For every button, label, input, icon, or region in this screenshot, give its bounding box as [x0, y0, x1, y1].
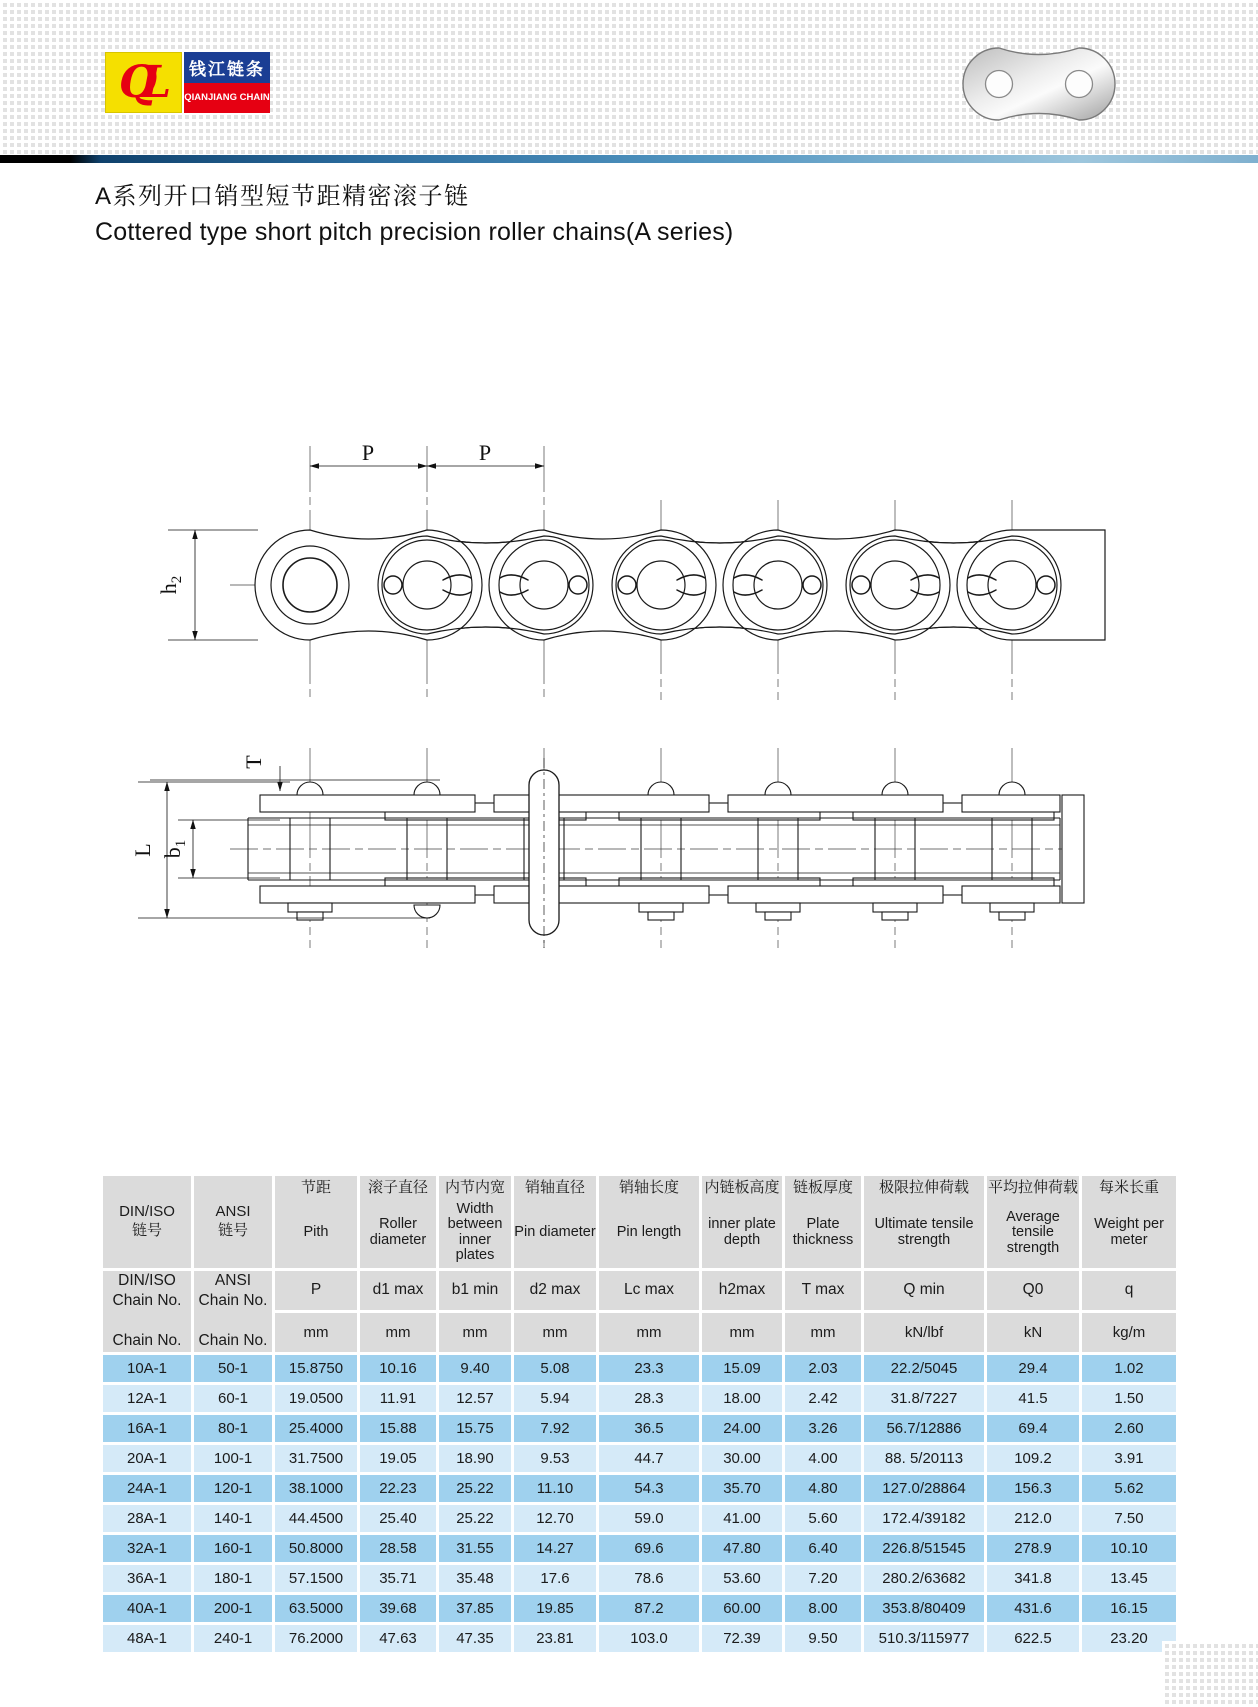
unit-header: kN — [987, 1313, 1079, 1352]
unit-header: kg/m — [1082, 1313, 1176, 1352]
spec-table — [100, 1173, 1179, 1655]
spec-cell: 22.23 — [360, 1475, 436, 1502]
spec-cell: 11.91 — [360, 1385, 436, 1412]
brand-name-box — [184, 52, 270, 113]
plate-hole-right — [1066, 71, 1093, 98]
spec-cell: 12.70 — [514, 1505, 596, 1532]
spec-cell: 160-1 — [194, 1535, 272, 1562]
spec-cell: 50.8000 — [275, 1535, 357, 1562]
spec-cell: 80-1 — [194, 1415, 272, 1442]
chain-no-header: ANSI Chain No. Chain No. — [194, 1271, 272, 1352]
spec-cell: 431.6 — [987, 1595, 1079, 1622]
h2-dimension-label: $h_2$ — [156, 575, 185, 595]
spec-cell: 48A-1 — [103, 1625, 191, 1652]
spec-cell: 5.94 — [514, 1385, 596, 1412]
spec-cell: 24.00 — [702, 1415, 782, 1442]
chain-plate-image — [958, 44, 1120, 124]
spec-cell: 32A-1 — [103, 1535, 191, 1562]
spec-cell: 19.0500 — [275, 1385, 357, 1412]
spec-cell: 16A-1 — [103, 1415, 191, 1442]
col-header: ANSI 链号 — [194, 1176, 272, 1268]
col-header: 销轴长度 Pin length — [599, 1176, 699, 1268]
spec-cell: 200-1 — [194, 1595, 272, 1622]
symbol-header: q — [1082, 1271, 1176, 1310]
unit-header: mm — [702, 1313, 782, 1352]
b1-dimension-label: $b_1$ — [160, 839, 189, 859]
spec-cell: 140-1 — [194, 1505, 272, 1532]
spec-cell: 38.1000 — [275, 1475, 357, 1502]
symbol-header: Lc max — [599, 1271, 699, 1310]
spec-cell: 35.48 — [439, 1565, 511, 1592]
spec-cell: 3.91 — [1082, 1445, 1176, 1472]
table-row — [103, 1445, 1176, 1472]
table-row — [103, 1535, 1176, 1562]
unit-header: mm — [439, 1313, 511, 1352]
spec-cell: 9.50 — [785, 1625, 861, 1652]
title-block — [95, 176, 995, 247]
col-header: 平均拉伸荷载 Average tensile strength — [987, 1176, 1079, 1268]
pitch-dimension-label-2: P — [478, 440, 492, 465]
spec-cell: 23.81 — [514, 1625, 596, 1652]
spec-cell: 47.63 — [360, 1625, 436, 1652]
spec-cell: 120-1 — [194, 1475, 272, 1502]
brand-monogram: QL — [118, 56, 155, 108]
spec-cell: 9.40 — [439, 1355, 511, 1382]
spec-cell: 25.22 — [439, 1475, 511, 1502]
page-title-cn: A系列开口销型短节距精密滚子链 — [95, 183, 470, 210]
table-row — [103, 1355, 1176, 1382]
col-header: 每米长重 Weight per meter — [1082, 1176, 1176, 1268]
spec-cell: 56.7/12886 — [864, 1415, 984, 1442]
spec-cell: 15.75 — [439, 1415, 511, 1442]
spec-cell: 2.60 — [1082, 1415, 1176, 1442]
spec-cell: 23.20 — [1082, 1625, 1176, 1652]
spec-cell: 4.80 — [785, 1475, 861, 1502]
spec-cell: 36.5 — [599, 1415, 699, 1442]
spec-cell: 15.8750 — [275, 1355, 357, 1382]
brand-monogram-box — [105, 52, 182, 113]
side-view — [248, 758, 1084, 948]
spec-cell: 69.4 — [987, 1415, 1079, 1442]
col-header: 链板厚度 Plate thickness — [785, 1176, 861, 1268]
header-group-row — [103, 1176, 1176, 1268]
spec-cell: 78.6 — [599, 1565, 699, 1592]
table-row — [103, 1385, 1176, 1412]
t-dimension-label: T — [241, 755, 266, 769]
symbol-header: h2max — [702, 1271, 782, 1310]
plate-hole-left — [986, 71, 1013, 98]
top-view — [255, 530, 1105, 640]
spec-cell: 25.4000 — [275, 1415, 357, 1442]
col-header: 极限拉伸荷载 Ultimate tensile strength — [864, 1176, 984, 1268]
spec-cell: 1.02 — [1082, 1355, 1176, 1382]
spec-cell: 19.85 — [514, 1595, 596, 1622]
spec-cell: 35.70 — [702, 1475, 782, 1502]
spec-cell: 18.00 — [702, 1385, 782, 1412]
spec-cell: 7.92 — [514, 1415, 596, 1442]
spec-cell: 18.90 — [439, 1445, 511, 1472]
spec-cell: 127.0/28864 — [864, 1475, 984, 1502]
spec-cell: 47.80 — [702, 1535, 782, 1562]
l-dimension-label: L — [130, 843, 155, 857]
col-header: 节距 Pith — [275, 1176, 357, 1268]
spec-cell: 41.00 — [702, 1505, 782, 1532]
spec-cell: 28.3 — [599, 1385, 699, 1412]
corner-dots — [1162, 1641, 1258, 1707]
spec-cell: 53.60 — [702, 1565, 782, 1592]
col-header: DIN/ISO 链号 — [103, 1176, 191, 1268]
symbol-header: Q0 — [987, 1271, 1079, 1310]
table-row — [103, 1475, 1176, 1502]
spec-cell: 25.40 — [360, 1505, 436, 1532]
spec-cell: 9.53 — [514, 1445, 596, 1472]
col-header: 销轴直径 Pin diameter — [514, 1176, 596, 1268]
spec-cell: 31.55 — [439, 1535, 511, 1562]
spec-cell: 17.6 — [514, 1565, 596, 1592]
unit-header: mm — [514, 1313, 596, 1352]
spec-cell: 226.8/51545 — [864, 1535, 984, 1562]
spec-cell: 36A-1 — [103, 1565, 191, 1592]
spec-cell: 280.2/63682 — [864, 1565, 984, 1592]
symbol-header: b1 min — [439, 1271, 511, 1310]
spec-cell: 19.05 — [360, 1445, 436, 1472]
spec-cell: 353.8/80409 — [864, 1595, 984, 1622]
page-title-en: Cottered type short pitch precision roller chains(A series) — [95, 218, 734, 246]
spec-cell: 240-1 — [194, 1625, 272, 1652]
col-header: 内链板高度 inner plate depth — [702, 1176, 782, 1268]
spec-cell: 16.15 — [1082, 1595, 1176, 1622]
spec-cell: 8.00 — [785, 1595, 861, 1622]
header-divider — [0, 155, 1258, 163]
spec-cell: 37.85 — [439, 1595, 511, 1622]
table-row — [103, 1505, 1176, 1532]
spec-cell: 23.3 — [599, 1355, 699, 1382]
spec-cell: 622.5 — [987, 1625, 1079, 1652]
spec-cell: 100-1 — [194, 1445, 272, 1472]
spec-cell: 510.3/115977 — [864, 1625, 984, 1652]
spec-cell: 28A-1 — [103, 1505, 191, 1532]
symbol-row — [103, 1271, 1176, 1310]
spec-cell: 44.4500 — [275, 1505, 357, 1532]
col-header: 内节内宽 Width between inner plates — [439, 1176, 511, 1268]
brand-logo — [105, 52, 270, 113]
spec-cell: 7.50 — [1082, 1505, 1176, 1532]
symbol-header: T max — [785, 1271, 861, 1310]
spec-cell: 25.22 — [439, 1505, 511, 1532]
spec-cell: 54.3 — [599, 1475, 699, 1502]
spec-cell: 50-1 — [194, 1355, 272, 1382]
spec-cell: 12A-1 — [103, 1385, 191, 1412]
spec-cell: 15.88 — [360, 1415, 436, 1442]
spec-cell: 69.6 — [599, 1535, 699, 1562]
pitch-dimension-label-1: P — [361, 440, 375, 465]
spec-cell: 5.62 — [1082, 1475, 1176, 1502]
unit-header: mm — [360, 1313, 436, 1352]
spec-cell: 10.16 — [360, 1355, 436, 1382]
brand-name-en: QIANJIANG CHAIN — [184, 83, 270, 114]
spec-cell: 60.00 — [702, 1595, 782, 1622]
spec-cell: 13.45 — [1082, 1565, 1176, 1592]
table-row — [103, 1415, 1176, 1442]
table-row — [103, 1565, 1176, 1592]
spec-cell: 47.35 — [439, 1625, 511, 1652]
spec-cell: 39.68 — [360, 1595, 436, 1622]
spec-cell: 7.20 — [785, 1565, 861, 1592]
spec-cell: 31.8/7227 — [864, 1385, 984, 1412]
unit-header: mm — [785, 1313, 861, 1352]
spec-cell: 57.1500 — [275, 1565, 357, 1592]
spec-cell: 10.10 — [1082, 1535, 1176, 1562]
spec-cell: 60-1 — [194, 1385, 272, 1412]
spec-cell: 88. 5/20113 — [864, 1445, 984, 1472]
spec-cell: 72.39 — [702, 1625, 782, 1652]
spec-cell: 40A-1 — [103, 1595, 191, 1622]
spec-cell: 30.00 — [702, 1445, 782, 1472]
spec-cell: 341.8 — [987, 1565, 1079, 1592]
spec-cell: 5.08 — [514, 1355, 596, 1382]
spec-cell: 35.71 — [360, 1565, 436, 1592]
spec-cell: 22.2/5045 — [864, 1355, 984, 1382]
unit-header: mm — [275, 1313, 357, 1352]
spec-cell: 76.2000 — [275, 1625, 357, 1652]
spec-cell: 12.57 — [439, 1385, 511, 1412]
spec-cell: 172.4/39182 — [864, 1505, 984, 1532]
spec-cell: 15.09 — [702, 1355, 782, 1382]
unit-header: mm — [599, 1313, 699, 1352]
spec-cell: 63.5000 — [275, 1595, 357, 1622]
spec-cell: 109.2 — [987, 1445, 1079, 1472]
spec-cell: 180-1 — [194, 1565, 272, 1592]
chain-no-header: DIN/ISO Chain No. Chain No. — [103, 1271, 191, 1352]
header-band — [0, 0, 1258, 155]
spec-cell: 4.00 — [785, 1445, 861, 1472]
unit-header: kN/lbf — [864, 1313, 984, 1352]
symbol-header: d2 max — [514, 1271, 596, 1310]
spec-cell: 103.0 — [599, 1625, 699, 1652]
spec-cell: 2.03 — [785, 1355, 861, 1382]
spec-cell: 14.27 — [514, 1535, 596, 1562]
spec-cell: 6.40 — [785, 1535, 861, 1562]
chain-technical-drawing — [130, 418, 1110, 958]
col-header: 滚子直径 Roller diameter — [360, 1176, 436, 1268]
symbol-header: Q min — [864, 1271, 984, 1310]
spec-cell: 2.42 — [785, 1385, 861, 1412]
spec-cell: 41.5 — [987, 1385, 1079, 1412]
spec-cell: 87.2 — [599, 1595, 699, 1622]
spec-cell: 29.4 — [987, 1355, 1079, 1382]
spec-cell: 156.3 — [987, 1475, 1079, 1502]
brand-name-cn: 钱江链条 — [184, 52, 270, 83]
symbol-header: P — [275, 1271, 357, 1310]
table-row — [103, 1625, 1176, 1652]
spec-cell: 278.9 — [987, 1535, 1079, 1562]
spec-cell: 5.60 — [785, 1505, 861, 1532]
spec-cell: 31.7500 — [275, 1445, 357, 1472]
spec-cell: 24A-1 — [103, 1475, 191, 1502]
spec-cell: 10A-1 — [103, 1355, 191, 1382]
spec-cell: 59.0 — [599, 1505, 699, 1532]
spec-cell: 212.0 — [987, 1505, 1079, 1532]
spec-cell: 1.50 — [1082, 1385, 1176, 1412]
spec-cell: 28.58 — [360, 1535, 436, 1562]
spec-cell: 3.26 — [785, 1415, 861, 1442]
symbol-header: d1 max — [360, 1271, 436, 1310]
spec-cell: 20A-1 — [103, 1445, 191, 1472]
spec-cell: 11.10 — [514, 1475, 596, 1502]
spec-cell: 44.7 — [599, 1445, 699, 1472]
table-row — [103, 1595, 1176, 1622]
